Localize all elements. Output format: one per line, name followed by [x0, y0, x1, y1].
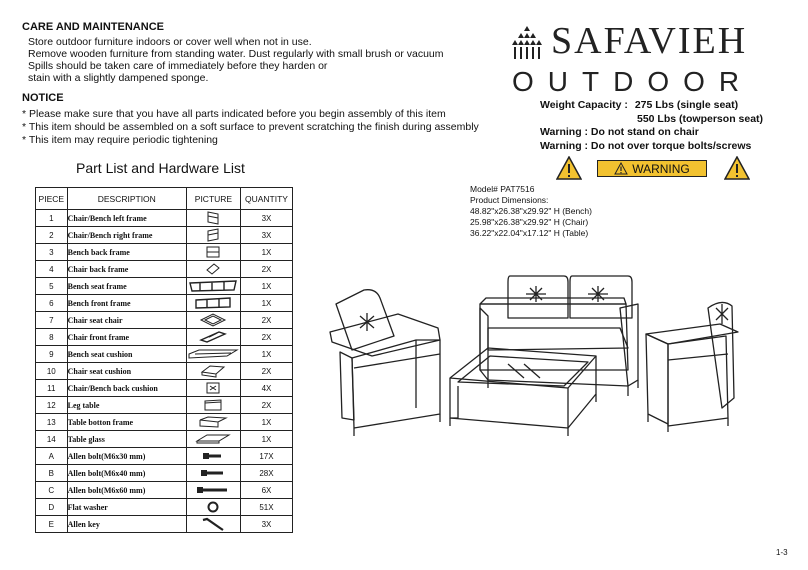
bench-cushion-icon: [186, 346, 240, 363]
piece-description: Table glass: [67, 431, 186, 448]
piece-id: D: [36, 499, 68, 516]
piece-description: Bench seat cushion: [67, 346, 186, 363]
piece-id: 10: [36, 363, 68, 380]
piece-quantity: 2X: [240, 363, 292, 380]
piece-id: 1: [36, 210, 68, 227]
table-row: [36, 465, 293, 482]
bolt-short-icon: [186, 448, 240, 465]
care-title: CARE AND MAINTENANCE: [22, 21, 164, 33]
coffee-table-drawing: [450, 348, 596, 436]
piece-quantity: 28X: [240, 465, 292, 482]
table-row: [36, 448, 293, 465]
piece-description: Chair seat cushion: [67, 363, 186, 380]
bolt-medium-icon: [186, 465, 240, 482]
table-row: [36, 363, 293, 380]
piece-description: Bench back frame: [67, 244, 186, 261]
piece-description: Leg table: [67, 397, 186, 414]
dimensions-label: Product Dimensions:: [470, 195, 549, 205]
piece-id: A: [36, 448, 68, 465]
table-row: [36, 329, 293, 346]
left-frame-icon: [186, 210, 240, 227]
brand-name: SAFAVIEH: [551, 20, 748, 62]
header-piece: PIECE: [36, 188, 68, 210]
piece-quantity: 2X: [240, 312, 292, 329]
piece-description: Flat washer: [67, 499, 186, 516]
piece-description: Chair/Bench right frame: [67, 227, 186, 244]
safavieh-logo-icon: [510, 24, 544, 64]
table-header-row: [36, 188, 293, 210]
table-row: [36, 227, 293, 244]
chair-cushion-icon: [186, 363, 240, 380]
piece-description: Chair/Bench left frame: [67, 210, 186, 227]
piece-id: E: [36, 516, 68, 533]
back-cushion-icon: [186, 380, 240, 397]
piece-quantity: 1X: [240, 278, 292, 295]
notice-line: * Please make sure that you have all parts indicated before you begin assembly of this item: [22, 108, 446, 120]
piece-id: B: [36, 465, 68, 482]
allen-key-icon: [186, 516, 240, 533]
piece-id: 9: [36, 346, 68, 363]
dimension-table: 36.22"x22.04"x17.12" H (Table): [470, 228, 589, 238]
header-picture: PICTURE: [186, 188, 240, 210]
piece-id: C: [36, 482, 68, 499]
piece-quantity: 6X: [240, 482, 292, 499]
warning-triangle-icon: [724, 156, 750, 180]
piece-description: Allen key: [67, 516, 186, 533]
bench-back-frame-icon: [186, 244, 240, 261]
brand-subname: OUTDOOR: [512, 66, 754, 97]
table-row: [36, 482, 293, 499]
piece-id: 14: [36, 431, 68, 448]
parts-table: [35, 187, 293, 533]
chair-back-frame-icon: [186, 261, 240, 278]
table-row: [36, 346, 293, 363]
piece-quantity: 2X: [240, 261, 292, 278]
bench-front-frame-icon: [186, 295, 240, 312]
care-line: Store outdoor furniture indoors or cover well when not in use.: [28, 36, 312, 48]
piece-id: 13: [36, 414, 68, 431]
table-bottom-frame-icon: [186, 414, 240, 431]
piece-description: Chair front frame: [67, 329, 186, 346]
piece-quantity: 1X: [240, 244, 292, 261]
piece-id: 3: [36, 244, 68, 261]
piece-quantity: 2X: [240, 397, 292, 414]
piece-id: 7: [36, 312, 68, 329]
piece-quantity: 1X: [240, 414, 292, 431]
bench-seat-frame-icon: [186, 278, 240, 295]
bolt-long-icon: [186, 482, 240, 499]
chair-front-frame-icon: [186, 329, 240, 346]
table-row: [36, 244, 293, 261]
piece-quantity: 4X: [240, 380, 292, 397]
piece-description: Chair back frame: [67, 261, 186, 278]
piece-quantity: 51X: [240, 499, 292, 516]
right-chair-drawing: [646, 302, 738, 432]
table-glass-icon: [186, 431, 240, 448]
warning-badge-label: WARNING: [632, 161, 690, 176]
table-row: [36, 499, 293, 516]
warning-badge: [597, 160, 707, 177]
piece-quantity: 3X: [240, 516, 292, 533]
notice-title: NOTICE: [22, 92, 64, 104]
care-line: Spills should be taken care of immediately before they harden or: [28, 60, 328, 72]
table-row: [36, 431, 293, 448]
dimension-bench: 48.82"x26.38"x29.92" H (Bench): [470, 206, 592, 216]
piece-id: 4: [36, 261, 68, 278]
piece-description: Bench front frame: [67, 295, 186, 312]
piece-quantity: 1X: [240, 431, 292, 448]
notice-line: * This item should be assembled on a soft surface to prevent scratching the finish during assembly: [22, 121, 479, 133]
table-row: [36, 312, 293, 329]
piece-id: 6: [36, 295, 68, 312]
piece-quantity: 3X: [240, 210, 292, 227]
header-quantity: QUANTITY: [240, 188, 292, 210]
part-list-title: Part List and Hardware List: [76, 160, 245, 176]
piece-description: Table botton frame: [67, 414, 186, 431]
table-row: [36, 397, 293, 414]
warning-triangle-icon: [556, 156, 582, 180]
notice-line: * This item may require periodic tightening: [22, 134, 218, 146]
table-row: [36, 516, 293, 533]
weight-single: 275 Lbs (single seat): [634, 99, 739, 111]
table-row: [36, 295, 293, 312]
model-number: Model# PAT7516: [470, 184, 535, 194]
header-description: DESCRIPTION: [67, 188, 186, 210]
piece-id: 11: [36, 380, 68, 397]
piece-description: Chair seat chair: [67, 312, 186, 329]
leg-table-icon: [186, 397, 240, 414]
care-line: stain with a slightly dampened sponge.: [28, 72, 209, 84]
piece-quantity: 1X: [240, 346, 292, 363]
piece-quantity: 3X: [240, 227, 292, 244]
furniture-set-illustration: [328, 268, 768, 488]
piece-id: 5: [36, 278, 68, 295]
washer-icon: [186, 499, 240, 516]
care-line: Remove wooden furniture from standing water. Dust regularly with small brush or vacuum: [28, 48, 444, 60]
piece-quantity: 1X: [240, 295, 292, 312]
piece-quantity: 17X: [240, 448, 292, 465]
right-frame-icon: [186, 227, 240, 244]
piece-description: Allen bolt(M6x30 mm): [67, 448, 186, 465]
piece-id: 8: [36, 329, 68, 346]
table-row: [36, 261, 293, 278]
table-row: [36, 210, 293, 227]
table-row: [36, 414, 293, 431]
page-number: 1-3: [776, 548, 788, 557]
piece-id: 2: [36, 227, 68, 244]
warning-small-icon: [614, 162, 628, 175]
piece-description: Allen bolt(M6x60 mm): [67, 482, 186, 499]
piece-quantity: 2X: [240, 329, 292, 346]
piece-id: 12: [36, 397, 68, 414]
table-row: [36, 380, 293, 397]
weight-label: Weight Capacity :: [540, 99, 628, 111]
weight-double: 550 Lbs (towperson seat): [637, 113, 764, 125]
piece-description: Bench seat frame: [67, 278, 186, 295]
table-row: [36, 278, 293, 295]
dimension-chair: 25.98"x26.38"x29.92" H (Chair): [470, 217, 589, 227]
chair-seat-icon: [186, 312, 240, 329]
sofa-drawing: [480, 276, 638, 396]
piece-description: Allen bolt(M6x40 mm): [67, 465, 186, 482]
weight-capacity: [540, 99, 738, 111]
left-chair-drawing: [330, 290, 440, 436]
piece-description: Chair/Bench back cushion: [67, 380, 186, 397]
warning-text-2: Warning : Do not over torque bolts/screws: [540, 140, 752, 152]
warning-text-1: Warning : Do not stand on chair: [540, 126, 699, 138]
